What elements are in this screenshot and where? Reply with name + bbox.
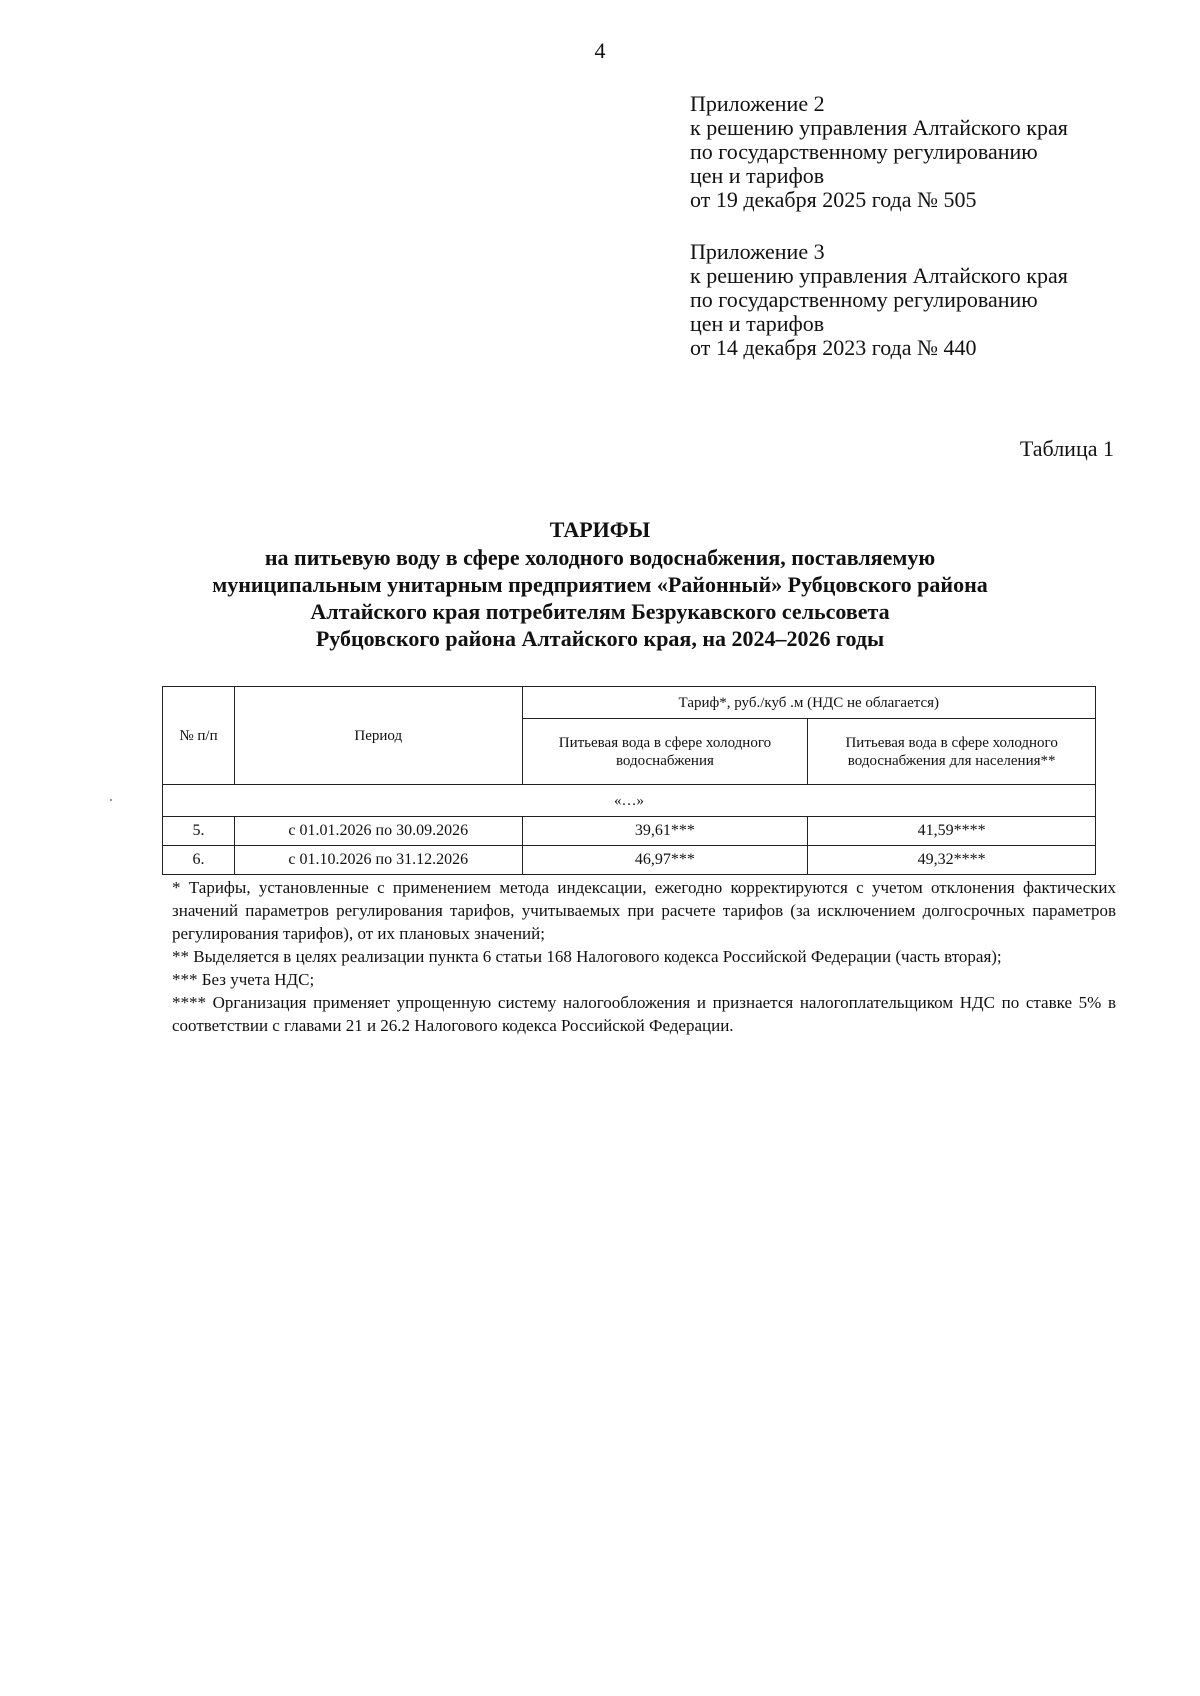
appendix-2-line: по государственному регулированию [690, 139, 1038, 164]
table-row [163, 817, 1096, 846]
document-title [0, 516, 1200, 652]
header-tariff-col1: Питьевая вода в сфере холодного водоснабжения [522, 719, 808, 785]
appendix-3-line: Приложение 3 [690, 239, 825, 264]
appendix-2-line: Приложение 2 [690, 91, 825, 116]
title-line: Алтайского края потребителям Безрукавского сельсовета [310, 599, 890, 624]
row-tariff2: 41,59**** [808, 817, 1096, 846]
row-period: с 01.10.2026 по 31.12.2026 [234, 846, 522, 875]
row-tariff2: 49,32**** [808, 846, 1096, 875]
appendix-3-line: к решению управления Алтайского края [690, 263, 1068, 288]
table-ellipsis-row: «…» [163, 785, 1096, 817]
row-tariff1: 39,61*** [522, 817, 808, 846]
appendix-2-line: цен и тарифов [690, 163, 825, 188]
footnote: ** Выделяется в целях реализации пункта 6 статьи 168 Налогового кодекса Российской Федерации (часть вторая); [172, 947, 1002, 966]
row-number: 6. [163, 846, 235, 875]
footnote: *** Без учета НДС; [172, 970, 315, 989]
footnote: * Тарифы, установленные с применением метода индексации, ежегодно корректируются с учетом отклонения фактических значений параметров регулирования тарифов, учитываемых при расчете тарифов (за исключением долгосрочных параметров регулирования тарифов), от их плановых значений; [172, 878, 1116, 943]
table-row [163, 846, 1096, 875]
row-tariff1: 46,97*** [522, 846, 808, 875]
header-tariff-col2: Питьевая вода в сфере холодного водоснабжения для населения** [808, 719, 1096, 785]
appendix-2-line: от 19 декабря 2025 года № 505 [690, 187, 977, 212]
scan-speck [110, 799, 112, 801]
header-period: Период [234, 687, 522, 785]
footnotes [172, 876, 1116, 1037]
appendix-2-block [690, 92, 1068, 212]
appendix-2-line: к решению управления Алтайского края [690, 115, 1068, 140]
table-label: Таблица 1 [1019, 436, 1114, 461]
title-line: муниципальным унитарным предприятием «Районный» Рубцовского района [212, 572, 988, 597]
header-tariff-group: Тариф*, руб./куб .м (НДС не облагается) [522, 687, 1095, 719]
appendix-3-line: цен и тарифов [690, 311, 825, 336]
row-period: с 01.01.2026 по 30.09.2026 [234, 817, 522, 846]
title-line: Рубцовского района Алтайского края, на 2024–2026 годы [315, 626, 885, 651]
footnote: **** Организация применяет упрощенную систему налогообложения и признается налогоплательщиком НДС по ставке 5% в соответствии с главами 21 и 26.2 Налогового кодекса Российской Федерации. [172, 993, 1116, 1035]
appendix-3-block [690, 240, 1068, 360]
appendix-3-line: по государственному регулированию [690, 287, 1038, 312]
row-number: 5. [163, 817, 235, 846]
page-number: 4 [594, 38, 606, 63]
tariff-table [162, 686, 1096, 875]
header-number: № п/п [163, 687, 235, 785]
title-line: на питьевую воду в сфере холодного водоснабжения, поставляемую [264, 545, 936, 570]
appendix-3-line: от 14 декабря 2023 года № 440 [690, 335, 977, 360]
title-main: ТАРИФЫ [549, 517, 651, 542]
